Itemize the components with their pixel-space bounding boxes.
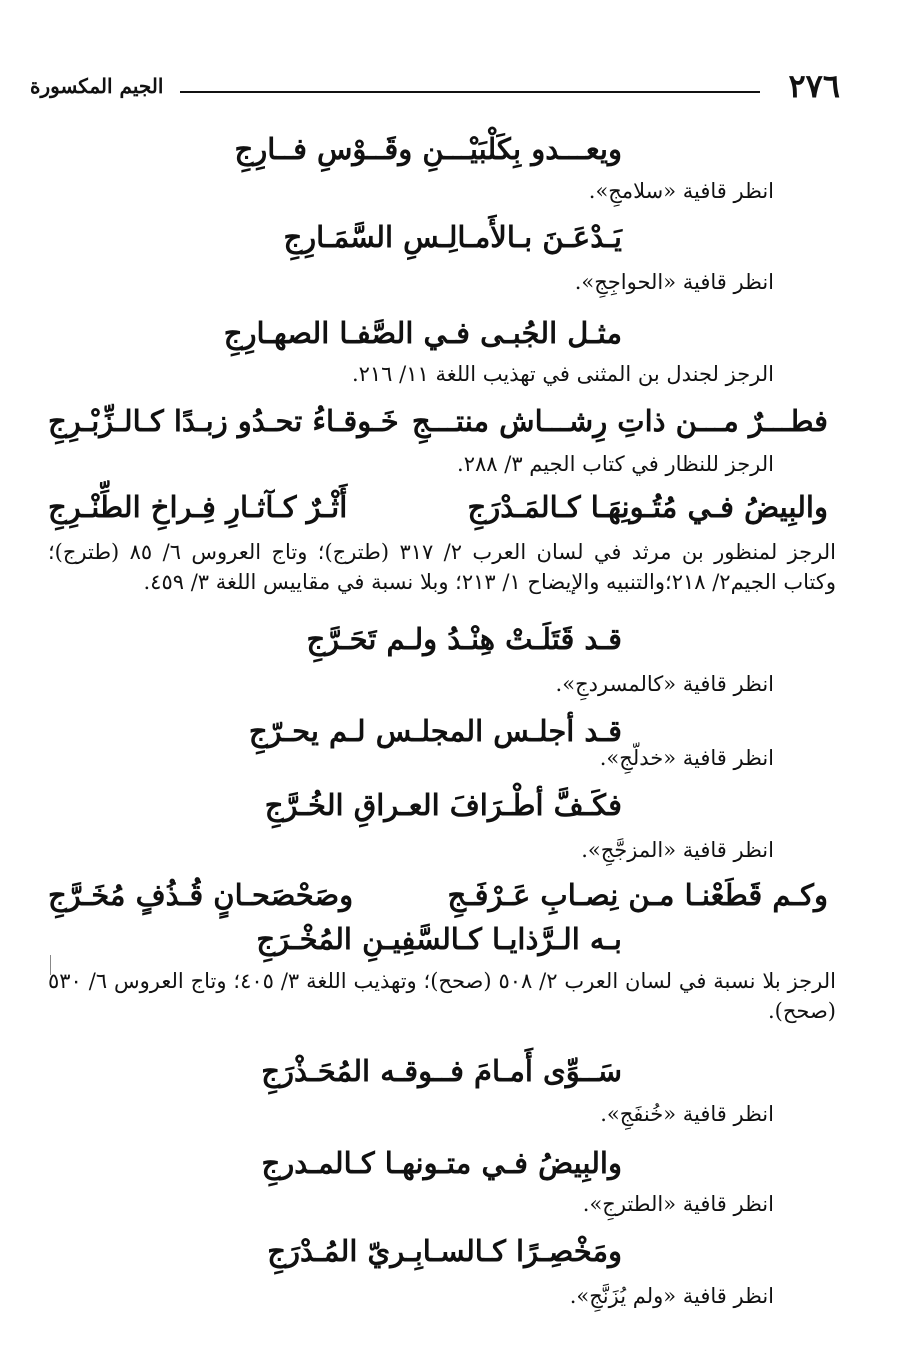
verse-first-hemistich: والبِيضُ فـي مُتُـونِهَـا كـالمَـدْرَجِ xyxy=(467,490,828,524)
reference-note: انظر قافية «المزجَّجِ». xyxy=(581,838,774,862)
source-paragraph: الرجز لمنظور بن مرثد في لسان العرب ٢/ ٣١٧ (طترج)؛ وتاج العروس ٦/ ٨٥ (طترج)؛وكتاب الجيم٢/ ٢١٨؛والتنبيه والإيضاح ١/ ٢١٣؛ وبلا نسبة في مقاييس اللغة ٣/ ٤٥٩. xyxy=(48,540,836,594)
verse-line: مثـل الجُبـى فـي الصَّفـا الصهـارِجِ xyxy=(223,316,622,350)
header-rule xyxy=(180,91,760,93)
source-note: الرجز للنظار في كتاب الجيم ٣/ ٢٨٨. xyxy=(457,452,774,476)
source-paragraph: الرجز بلا نسبة في لسان العرب ٢/ ٥٠٨ (صحح)؛ وتهذيب اللغة ٣/ ٤٠٥؛ وتاج العروس ٦/ ٥٣٠ (صحح). xyxy=(48,969,836,1023)
verse-second-hemistich: خَـوقـاءُ تحـدُو زبـدًا كـالـزِّبْـرِجِ xyxy=(48,404,399,438)
page-header xyxy=(30,68,840,108)
reference-note: انظر قافية «الطترجِ». xyxy=(582,1192,774,1216)
verse-line: ويعـــدو بِكَلْبَيْـــنِ وقَــوْسِ فــارِجِ xyxy=(234,132,622,166)
source-note: الرجز لجندل بن المثنى في تهذيب اللغة ١١/ ٢١٦. xyxy=(351,362,774,386)
reference-note: انظر قافية «ولم يُزَنَّجِ». xyxy=(569,1284,774,1308)
running-title: الجيم المكسورة xyxy=(30,74,164,98)
verse-line: ومَخْصِـرًا كـالسـابِـريّ المُـدْرَجِ xyxy=(267,1234,622,1268)
verse-first-hemistich: وكـم قَطَعْنـا مـن نِصـابِ عَـرْفَـجِ xyxy=(447,878,828,912)
verse-line: بـه الـرَّذايـا كـالسَّفِيـنِ المُخْـرَجِ xyxy=(256,922,622,956)
verse-second-hemistich: أَثْـرٌ كـآثـارِ فِـراخِ الطِّنْـرِجِ xyxy=(48,490,348,524)
page-number: ٢٧٦ xyxy=(788,67,840,105)
verse-line: قـد أجلـس المجلـس لـم يحـرّجِ xyxy=(248,714,622,748)
reference-note: انظر قافية «خُنفَجِ». xyxy=(600,1102,774,1126)
verse-second-hemistich: وصَحْصَحـانٍ قُـذُفٍ مُخَـرَّجِ xyxy=(48,878,354,912)
reference-note: انظر قافية «كالمسردجِ». xyxy=(555,672,774,696)
verse-line: قـد قَتَلَـتْ هِنْـدُ ولـم تَحَـرَّجِ xyxy=(306,622,622,656)
verse-first-hemistich: فطـــرٌ مـــن ذاتِ رِشـــاش منتـــجِ xyxy=(411,404,828,438)
verse-line: يَـدْعَـنَ بـالأَمـالِـسِ السَّمَـارِجِ xyxy=(283,220,622,254)
verse-line: والبِيضُ فـي متـونهـا كـالمـدرجِ xyxy=(261,1146,622,1180)
reference-note: انظر قافية «الحواجِجِ». xyxy=(574,270,774,294)
verse-line: سَــوِّى أَمـامَ فــوقـه المُحَـذْرَجِ xyxy=(261,1054,622,1088)
verse-line: فكَـفَّ أطْـرَافَ العـراقِ الخُـرَّجِ xyxy=(264,788,622,822)
reference-note: انظر قافية «سلامجِ». xyxy=(588,179,774,203)
reference-note: انظر قافية «خدلّجِ». xyxy=(599,746,774,770)
